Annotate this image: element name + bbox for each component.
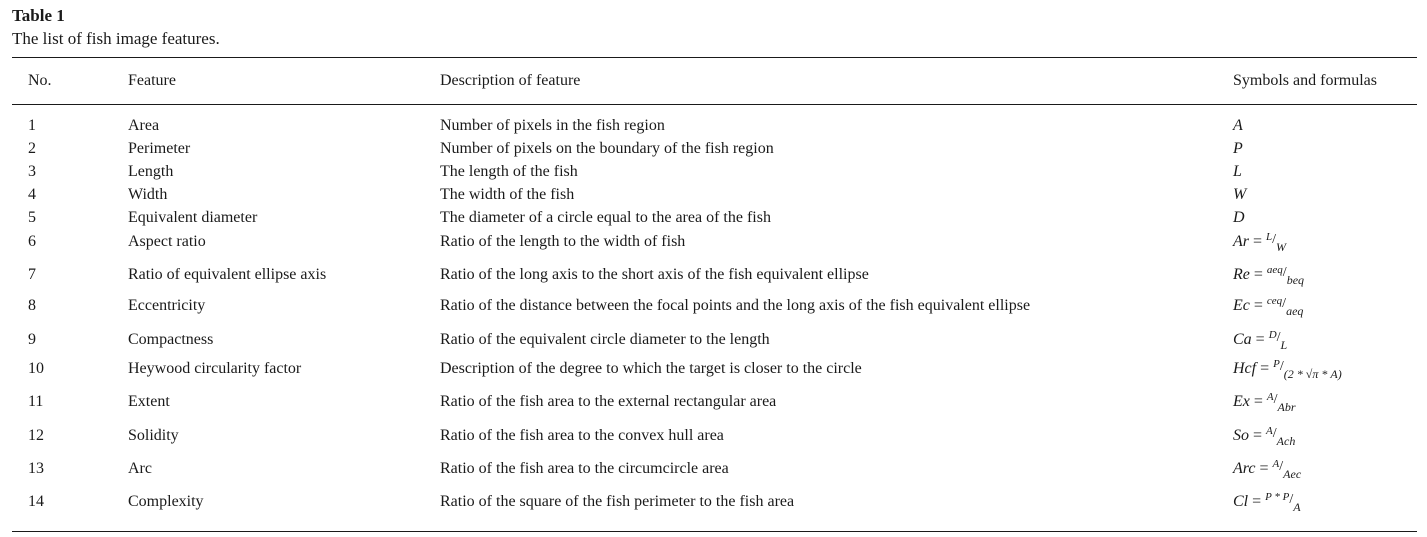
equals-sign: = (1253, 266, 1263, 283)
fraction-denominator: Abr (1277, 400, 1296, 414)
formula-symbol: D (1233, 209, 1245, 226)
row-number: 10 (28, 360, 44, 377)
row-formula (1233, 116, 1243, 136)
equals-sign: = (1260, 360, 1270, 377)
row-feature: Solidity (128, 427, 179, 444)
formula-symbol: Ex (1233, 393, 1250, 410)
equals-sign: = (1253, 427, 1263, 444)
fraction-numerator: P * P (1265, 491, 1290, 503)
row-description: Description of the degree to which the target is closer to the circle (440, 360, 862, 377)
formula-symbol: Re (1233, 266, 1250, 283)
formula-fraction (1267, 296, 1303, 317)
formula-symbol: L (1233, 163, 1242, 180)
header-no: No. (28, 72, 52, 89)
row-feature: Complexity (128, 493, 204, 510)
table-title: The list of fish image features. (12, 29, 220, 48)
row-formula (1233, 208, 1245, 228)
formula-fraction (1266, 232, 1286, 253)
row-feature: Extent (128, 393, 170, 410)
header-feature: Feature (128, 72, 176, 89)
bottom-rule (12, 531, 1417, 532)
fraction-numerator: A (1272, 458, 1280, 470)
row-formula (1233, 392, 1296, 413)
fraction-slash: / (1282, 265, 1287, 280)
fraction-slash: / (1272, 426, 1277, 441)
fraction-denominator: (2 * √π * A) (1283, 367, 1342, 381)
formula-fraction (1269, 330, 1288, 351)
row-feature: Arc (128, 460, 152, 477)
row-feature: Heywood circularity factor (128, 360, 302, 377)
row-number: 12 (28, 427, 44, 444)
equals-sign: = (1253, 393, 1263, 410)
fraction-numerator: aeq (1266, 264, 1283, 276)
formula-symbol: So (1233, 427, 1249, 444)
fraction-slash: / (1276, 330, 1281, 345)
equals-sign: = (1252, 493, 1262, 510)
formula-symbol: W (1233, 186, 1247, 203)
fraction-numerator: D (1268, 329, 1277, 341)
row-formula (1233, 232, 1286, 253)
row-feature: Ratio of equivalent ellipse axis (128, 266, 327, 283)
formula-symbol: Hcf (1233, 360, 1257, 377)
row-description: The diameter of a circle equal to the area of the fish (440, 209, 771, 226)
formula-symbol: Cl (1233, 493, 1249, 510)
row-formula (1233, 426, 1295, 447)
row-feature: Aspect ratio (128, 233, 206, 250)
formula-fraction (1273, 359, 1342, 380)
fraction-slash: / (1273, 392, 1278, 407)
row-number: 1 (28, 117, 36, 134)
row-number: 2 (28, 140, 36, 157)
row-formula (1233, 139, 1243, 159)
formula-symbol: Ec (1233, 297, 1250, 314)
header-description: Description of feature (440, 72, 581, 89)
row-number: 11 (28, 393, 44, 410)
row-formula (1233, 296, 1303, 317)
formula-symbol: Ca (1233, 331, 1252, 348)
row-feature: Perimeter (128, 140, 191, 157)
row-number: 8 (28, 297, 36, 314)
row-formula (1233, 162, 1242, 182)
equals-sign: = (1253, 233, 1263, 250)
fraction-numerator: P (1273, 358, 1280, 370)
row-description: Ratio of the distance between the focal points and the long axis of the fish equivalent ellipse (440, 297, 1031, 314)
formula-symbol: Arc (1233, 460, 1256, 477)
formula-fraction (1273, 459, 1302, 480)
row-formula (1233, 265, 1304, 286)
formula-fraction (1266, 426, 1295, 447)
row-feature: Eccentricity (128, 297, 206, 314)
row-number: 6 (28, 233, 36, 250)
fraction-denominator: beq (1286, 273, 1305, 287)
row-formula (1233, 459, 1301, 480)
row-number: 3 (28, 163, 36, 180)
fraction-numerator: ceq (1266, 295, 1283, 307)
equals-sign: = (1259, 460, 1269, 477)
row-description: Ratio of the equivalent circle diameter to the length (440, 331, 770, 348)
formula-fraction (1267, 265, 1304, 286)
row-number: 4 (28, 186, 36, 203)
row-number: 5 (28, 209, 36, 226)
row-formula (1233, 185, 1246, 205)
fraction-numerator: A (1266, 425, 1273, 437)
row-description: Ratio of the long axis to the short axis of the fish equivalent ellipse (440, 266, 869, 283)
row-number: 7 (28, 266, 36, 283)
row-feature: Area (128, 117, 160, 134)
equals-sign: = (1255, 331, 1265, 348)
row-feature: Length (128, 163, 174, 180)
fraction-denominator: L (1280, 338, 1288, 352)
equals-sign: = (1253, 297, 1263, 314)
row-formula (1233, 359, 1342, 380)
fraction-denominator: W (1276, 240, 1287, 254)
fraction-denominator: aeq (1286, 304, 1304, 318)
formula-symbol: A (1233, 117, 1243, 134)
row-description: The width of the fish (440, 186, 575, 203)
fraction-numerator: A (1266, 391, 1274, 403)
fraction-denominator: Ach (1276, 434, 1296, 448)
row-feature: Equivalent diameter (128, 209, 258, 226)
formula-symbol: Ar (1233, 233, 1249, 250)
row-formula (1233, 330, 1287, 351)
header-formula: Symbols and formulas (1233, 72, 1377, 89)
fraction-denominator: A (1293, 500, 1301, 514)
row-description: The length of the fish (440, 163, 578, 180)
fraction-slash: / (1279, 459, 1284, 474)
row-description: Number of pixels on the boundary of the fish region (440, 140, 774, 157)
fraction-slash: / (1289, 492, 1294, 507)
row-description: Ratio of the fish area to the external rectangular area (440, 393, 777, 410)
row-description: Ratio of the fish area to the circumcircle area (440, 460, 729, 477)
header-rule (12, 104, 1417, 105)
fraction-slash: / (1282, 296, 1287, 311)
fraction-denominator: Aec (1283, 467, 1302, 481)
table-label: Table 1 (12, 6, 65, 25)
formula-symbol: P (1233, 140, 1243, 157)
row-description: Ratio of the length to the width of fish (440, 233, 686, 250)
fraction-slash: / (1279, 359, 1284, 374)
row-feature: Compactness (128, 331, 214, 348)
fraction-slash: / (1272, 232, 1277, 247)
formula-fraction (1267, 392, 1296, 413)
fraction-numerator: L (1266, 231, 1273, 243)
table-caption (12, 4, 220, 50)
row-description: Number of pixels in the fish region (440, 117, 665, 134)
row-feature: Width (128, 186, 168, 203)
row-description: Ratio of the fish area to the convex hull area (440, 427, 724, 444)
row-formula (1233, 492, 1301, 513)
row-number: 13 (28, 460, 44, 477)
row-description: Ratio of the square of the fish perimeter to the fish area (440, 493, 795, 510)
row-number: 14 (28, 493, 44, 510)
formula-fraction (1265, 492, 1300, 513)
row-number: 9 (28, 331, 36, 348)
top-rule (12, 57, 1417, 58)
